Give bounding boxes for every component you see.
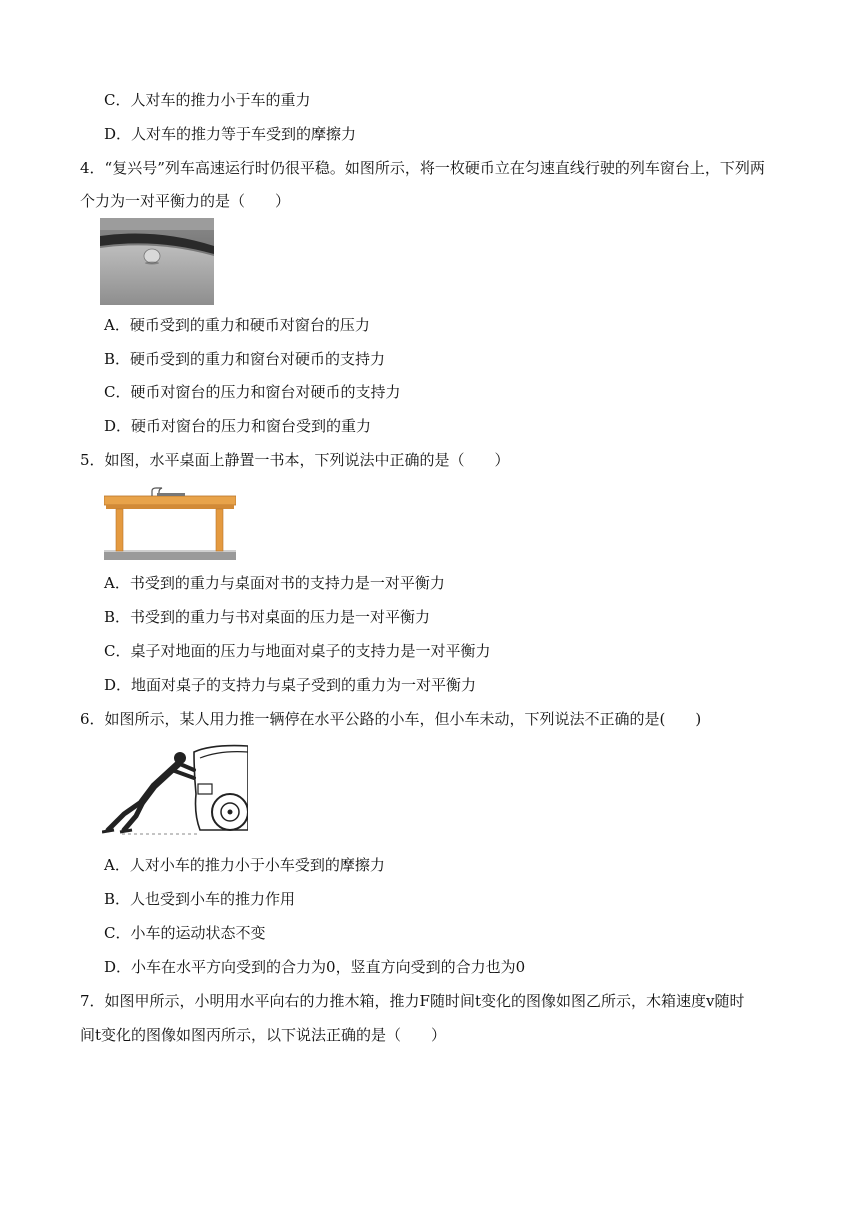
q4-option-a: A．硬币受到的重力和硬币对窗台的压力 [104,316,370,334]
option-d-prev: D．人对车的推力等于车受到的摩擦力 [104,125,357,143]
q5-option-c: C．桌子对地面的压力与地面对桌子的支持力是一对平衡力 [104,642,491,660]
option-c-prev: C．人对车的推力小于车的重力 [104,91,311,109]
q6-option-b: B．人也受到小车的推力作用 [104,890,296,908]
q4-option-b: B．硬币受到的重力和窗台对硬币的支持力 [104,350,386,368]
q4-option-d: D．硬币对窗台的压力和窗台受到的重力 [104,417,372,435]
question-7-stem-cont: 间t变化的图像如图丙所示，以下说法正确的是（ ） [80,1026,447,1044]
question-5-stem: 5．如图，水平桌面上静置一书本，下列说法中正确的是（ ） [80,451,510,469]
coin-on-windowsill-image [100,218,214,305]
q6-option-d: D．小车在水平方向受到的合力为0，竖直方向受到的合力也为0 [104,958,526,976]
q4-option-c: C．硬币对窗台的压力和窗台对硬币的支持力 [104,383,401,401]
q6-option-a: A．人对小车的推力小于小车受到的摩擦力 [104,856,385,874]
question-4-stem-cont: 个力为一对平衡力的是（ ） [80,192,291,210]
q5-option-a: A．书受到的重力与桌面对书的支持力是一对平衡力 [104,574,445,592]
q6-option-c: C．小车的运动状态不变 [104,924,266,942]
q5-option-b: B．书受到的重力与书对桌面的压力是一对平衡力 [104,608,431,626]
question-6-stem: 6．如图所示，某人用力推一辆停在水平公路的小车，但小车未动，下列说法不正确的是( ) [80,710,702,728]
question-4-stem: 4．“复兴号”列车高速运行时仍很平稳。如图所示，将一枚硬币立在匀速直线行驶的列车窗台上，下列两 [80,159,765,177]
book-on-table-image [104,484,236,560]
question-7-stem: 7．如图甲所示，小明用水平向右的力推木箱，推力F随时间t变化的图像如图乙所示，木箱速度v随时 [80,992,745,1010]
q5-option-d: D．地面对桌子的支持力与桌子受到的重力为一对平衡力 [104,676,477,694]
person-pushing-car-image [102,744,248,836]
